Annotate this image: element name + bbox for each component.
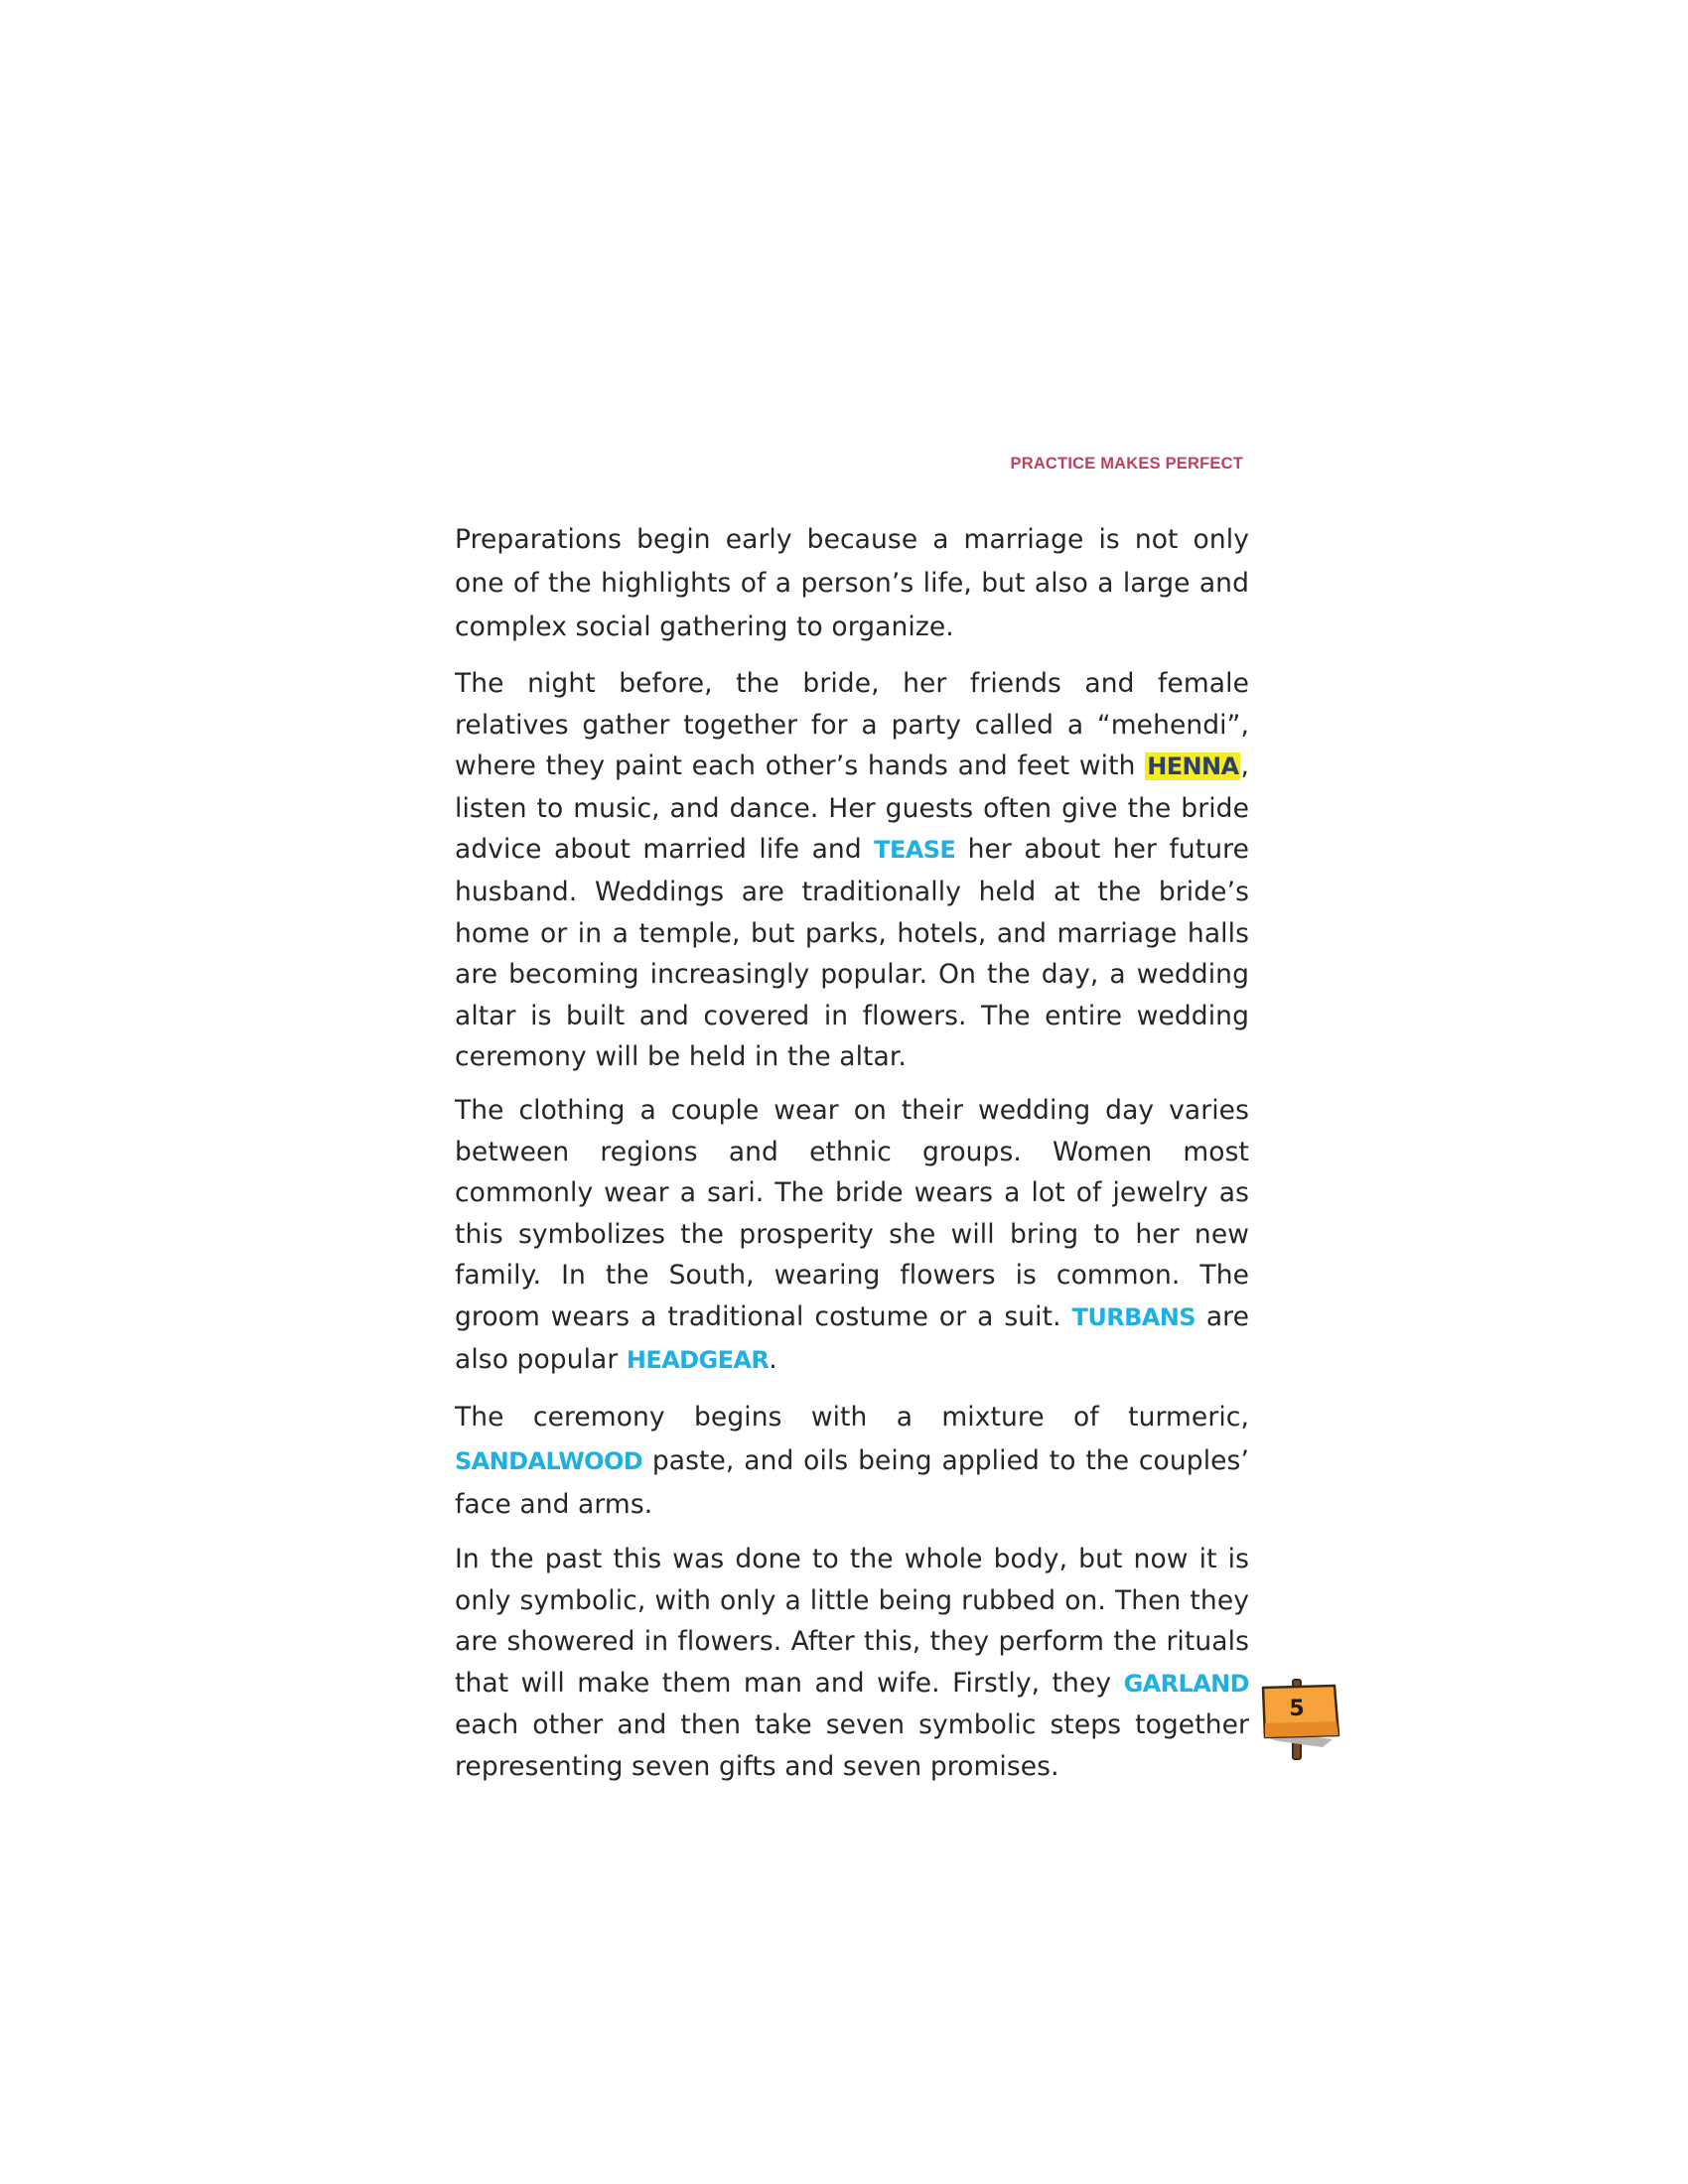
keyword-henna: HENNA bbox=[1147, 752, 1239, 781]
paragraph-4-text-1: The ceremony begins with a mixture of turmeric, bbox=[455, 1402, 1249, 1433]
paragraph-2 bbox=[455, 663, 1249, 1078]
paragraph-5 bbox=[455, 1539, 1249, 1788]
paragraph-3-text-3: . bbox=[769, 1343, 777, 1375]
page-number-signpost bbox=[1253, 1678, 1342, 1767]
paragraph-4-text-2: paste, and oils being applied to the couples’ face and arms. bbox=[455, 1445, 1249, 1521]
signpost-icon bbox=[1253, 1678, 1342, 1767]
keyword-tease: TEASE bbox=[874, 836, 956, 865]
paragraph-1: Preparations begin early because a marriage is not only one of the highlights of a person’s life, but also a large and complex social gathering to organize. bbox=[455, 524, 1249, 642]
paragraph-4 bbox=[455, 1396, 1249, 1527]
paragraph-2-text-1: The night before, the bride, her friends and female relatives gather together for a party called a “mehendi”, where they paint each other’s hands and feet with bbox=[455, 668, 1249, 782]
article-body bbox=[455, 518, 1249, 1788]
keyword-headgear: HEADGEAR bbox=[626, 1345, 770, 1374]
paragraph-3 bbox=[455, 1090, 1249, 1381]
paragraph-5-text-2: each other and then take seven symbolic steps together representing seven gifts and seven promises. bbox=[455, 1709, 1249, 1783]
paragraph-2-text-2: , listen to music, and dance. Her guests often give the bride advice about married life and bbox=[455, 751, 1249, 866]
paragraph-5-text-1: In the past this was done to the whole body, but now it is only symbolic, with only a little being rubbed on. Then they are showered in flowers. After this, they perform the rituals that will make them man and wife. Firstly, they bbox=[455, 1544, 1249, 1699]
paragraph-3-text-1: The clothing a couple wear on their wedding day varies between regions and ethnic groups. Women most commonly wear a sari. The bride wears a lot of jewelry as this symbolizes the prosperity she will bring to her new family. In the South, wearing flowers is common. The groom wears a traditional costume or a suit. bbox=[455, 1094, 1249, 1332]
paragraph-3-text-2: are also popular bbox=[455, 1300, 1249, 1375]
keyword-sandalwood: SANDALWOOD bbox=[455, 1447, 643, 1476]
running-header: PRACTICE MAKES PERFECT bbox=[1010, 455, 1243, 473]
paragraph-2-text-3: her about her future husband. Weddings are traditionally held at the bride’s home or in a temple, but parks, hotels, and marriage halls are becoming increasingly popular. On the day, a wedding altar is built and covered in flowers. The entire wedding ceremony will be held in the altar. bbox=[455, 834, 1249, 1073]
page-number: 5 bbox=[1289, 1697, 1305, 1721]
keyword-turbans: TURBANS bbox=[1071, 1302, 1196, 1331]
keyword-garland: GARLAND bbox=[1123, 1669, 1249, 1698]
